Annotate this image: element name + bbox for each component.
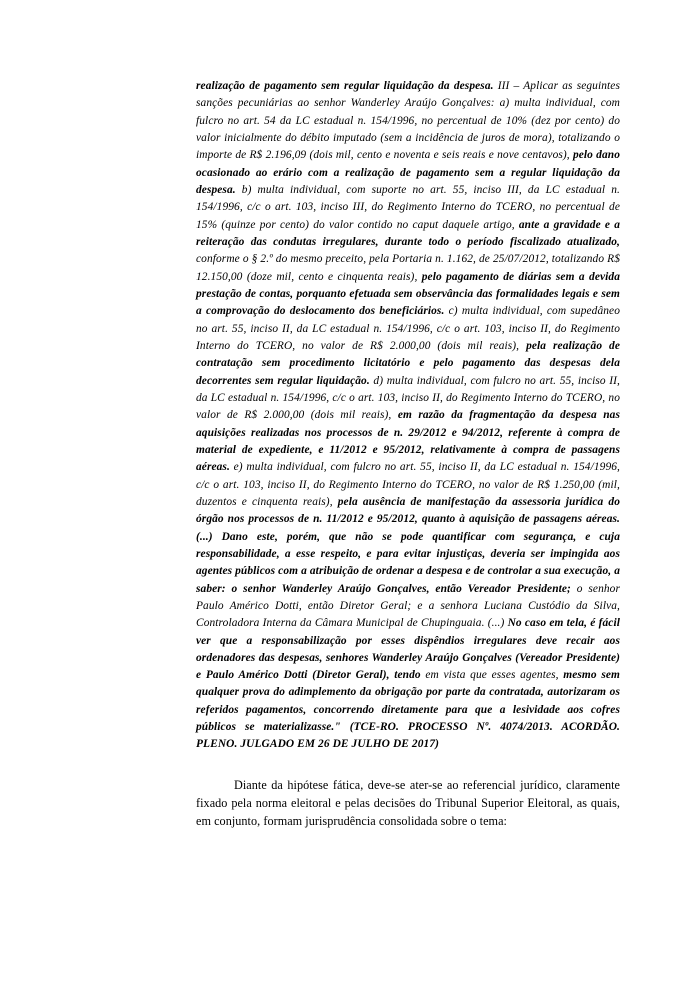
- quoted-decision-block: [196, 78, 620, 754]
- quote-segment: em razão da fragmentação da despesa nas aquisições realizadas nos processos de n. 29/2012 e 94/2012, referente à compra de material de expediente, e 11/2012 e 95/2012, relativamente à compra de passagens aéreas.: [196, 409, 620, 474]
- quote-segment: conforme o § 2.º do mesmo preceito, pela Portaria n. 1.162, de 25/07/2012, totalizando R$ 12.150,00 (doze mil, cento e cinquenta reais),: [196, 253, 620, 283]
- quote-segment: pela ausência de manifestação da assessoria jurídica do órgão nos processos de n. 11/2012 e 95/2012, quanto à aquisição de passagens aéreas. (...) Dano este, porém, que não se pode quantificar com segurança, e cuja responsabilidade, a esse respeito, e para evitar injustiças, deveria ser impingida aos agentes públicos com a atribuição de ordenar a despesa e de controlar a sua execução, a saber: o senhor Wanderley Araújo Gonçalves, então Vereador Presidente;: [196, 495, 620, 595]
- quote-segment: b) multa individual, com suporte no art. 55, inciso III, da LC estadual n. 154/1996, c/c o art. 103, inciso III, do Regimento Interno do TCERO, no percentual de 15% (quinze por cento) do valor contido no caput daquele artigo,: [196, 183, 620, 231]
- quote-segment: pela realização de contratação sem procedimento licitatório e pelo pagamento das despesas dela decorrentes sem regular liquidação.: [196, 339, 620, 387]
- quote-segment: mesmo sem qualquer prova do adimplemento da obrigação por parte da contratada, autorizaram os referidos pagamentos, concorrendo diretamente para que a lesividade aos cofres públicos se materializasse." (TCE-RO. PROCESSO Nº. 4074/2013. ACORDÃO. PLENO. JULGADO EM 26 DE JULHO DE 2017): [196, 669, 620, 751]
- quote-segment: pelo pagamento de diárias sem a devida prestação de contas, porquanto efetuada sem observância das formalidades legais e sem a comprovação do deslocamento dos beneficiários.: [196, 270, 620, 318]
- body-paragraph: Diante da hipótese fática, deve-se ater-se ao referencial jurídico, claramente fixado pela norma eleitoral e pelas decisões do Tribunal Superior Eleitoral, as quais, em conjunto, formam jurisprudência consolidada sobre o tema:: [196, 777, 620, 829]
- quote-segment: pelo dano ocasionado ao erário com a realização de pagamento sem a regular liquidação da despesa.: [196, 149, 620, 196]
- quote-segment: III – Aplicar as seguintes sanções pecuniárias ao senhor Wanderley Araújo Gonçalves: a) multa individual, com fulcro no art. 54 da LC estadual n. 154/1996, no percentual de 10% (dez por cento) do valor inicialmente do débito imputado (sem a incidência de juros de mora), totalizando o importe de R$ 2.196,09 (dois mil, cento e noventa e seis reais e nove centavos),: [196, 80, 620, 162]
- quote-segment: ante a gravidade e a reiteração das condutas irregulares, durante todo o período fiscalizado atualizado,: [196, 218, 620, 248]
- quote-segment: e) multa individual, com fulcro no art. 55, inciso II, da LC estadual n. 154/1996, c/c o art. 103, inciso II, do Regimento Interno do TCERO, no valor de R$ 1.250,00 (mil, duzentos e cinquenta reais),: [196, 461, 620, 508]
- quote-segment: No caso em tela, é fácil ver que a responsabilização por esses dispêndios irregulares deve recair aos ordenadores das despesas, senhores Wanderley Araújo Gonçalves (Vereador Presidente) e Paulo Américo Dotti (Diretor Geral), tendo: [196, 617, 620, 682]
- quote-segment: em vista que esses agentes,: [420, 669, 564, 682]
- quote-segment: c) multa individual, com supedâneo no art. 55, inciso II, da LC estadual n. 154/1996, c/c o art. 103, inciso II, do Regimento Interno do TCERO, no valor de R$ 2.000,00 (dois mil reais),: [196, 305, 620, 352]
- quote-segment: d) multa individual, com fulcro no art. 55, inciso II, da LC estadual n. 154/1996, c/c o art. 103, inciso II, do Regimento Interno do TCERO, no valor de R$ 2.000,00 (dois mil reais),: [196, 374, 620, 422]
- quote-segment: realização de pagamento sem regular liquidação da despesa.: [196, 80, 494, 92]
- quote-segment: o senhor Paulo Américo Dotti, então Diretor Geral; e a senhora Luciana Custódio da Silva, Controladora Interna da Câmara Municipal de Chupinguaia. (...): [196, 582, 620, 630]
